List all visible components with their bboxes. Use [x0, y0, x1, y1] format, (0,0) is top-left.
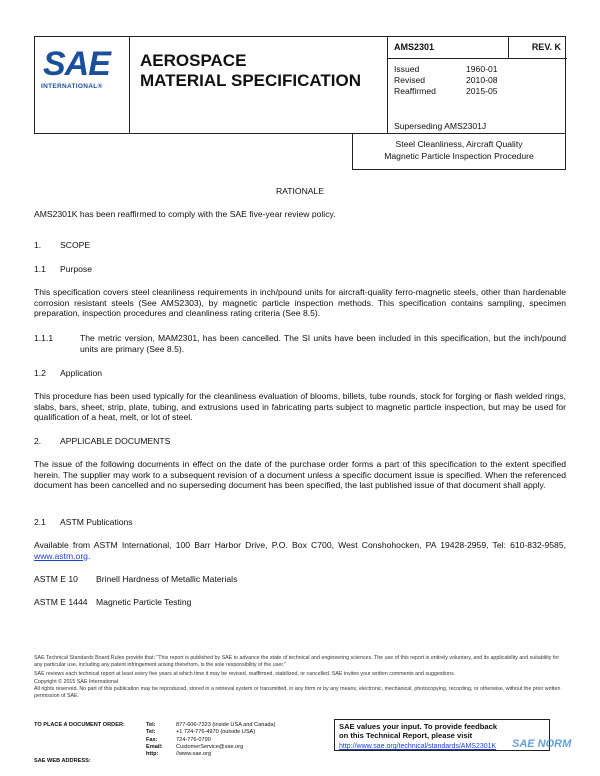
reference-item: ASTM E 10 Brinell Hardness of Metallic Materials: [34, 574, 238, 584]
date-list: [388, 59, 567, 98]
feedback-link[interactable]: http://www.sae.org/technical/standards/AMS2301K: [339, 742, 497, 750]
section-1-2-text: This procedure has been used typically for the cleanliness evaluation of blooms, billets, tube rounds, stock for forging or flash welded rings, slabs, bars, sheet, strip, plate, tubing, and extrusions used in fabricating parts subject to magnetic particle inspection, but may be used for qualification of a heat, melt, or lot of steel.: [34, 391, 566, 423]
astm-link[interactable]: www.astm.org: [34, 550, 88, 561]
rationale-heading: RATIONALE: [275, 186, 325, 196]
section-1-1-heading: 1.1 Purpose: [34, 264, 93, 274]
logo-subtext: INTERNATIONAL®: [41, 83, 103, 90]
section-1-1-1: 1.1.1 The metric version, MAM2301, has been cancelled. The SI units have been included in this specification, but the inch/pound units are primary (See 8.5).: [34, 333, 566, 354]
title-line-1: AEROSPACE: [140, 51, 247, 70]
doc-number: AMS2301: [388, 37, 509, 58]
section-2-text: The issue of the following documents in effect on the date of the purchase order forms a part of this specification to the extent specified herein. The supplier may work to a subsequent revision of a document unless a specific document issue is specified. When the referenced document has been cancelled and no superseding document has been specified, the last published issue of that document shall apply.: [34, 459, 566, 491]
spec-subtitle: Steel Cleanliness, Aircraft Quality Magnetic Particle Inspection Procedure: [352, 134, 566, 170]
title-line-2: MATERIAL SPECIFICATION: [140, 71, 361, 91]
section-2-heading: 2. APPLICABLE DOCUMENTS: [34, 436, 171, 446]
web-address: SAE WEB ADDRESS:: [34, 758, 91, 764]
date-row-reaffirmed: Reaffirmed 2015-05: [394, 86, 498, 97]
section-2-1-heading: 2.1 ASTM Publications: [34, 517, 133, 527]
section-2-1-text: Available from ASTM International, 100 Barr Harbor Drive, P.O. Box C700, West Conshohocken, PA 19428-2959, Tel: 610-832-9585, www.astm.org.: [34, 540, 566, 561]
feedback-box: SAE values your input. To provide feedback on this Technical Report, please visit http://www.sae.org/technical/standards/AMS2301K: [334, 719, 550, 751]
reference-item: ASTM E 1444 Magnetic Particle Testing: [34, 597, 192, 607]
logo-text: SAE: [43, 45, 110, 83]
section-1-1-text: This specification covers steel cleanliness requirements in inch/pound units for aircraft-quality ferro-magnetic steels, other than hardenable corrosion resistant steels (See AMS2303), by magnetic particle inspection methods. This specification contains sampling, specimen preparation, inspection procedures and cleanliness rating criteria (See 8.5).: [34, 287, 566, 319]
document-header: [34, 36, 566, 134]
spec-title: [140, 51, 361, 91]
sae-logo: [35, 37, 130, 134]
order-contact: TO PLACE A DOCUMENT ORDER: Tel: 877-606-7323 (inside USA and Canada) Tel: +1 724-776-4970 (outside USA) Fax: 724-776-0790 Email: CustomerService@sae.org http: //www.sae.org: [34, 722, 276, 758]
doc-info-panel: [387, 37, 567, 134]
section-1-heading: 1. SCOPE: [34, 240, 91, 250]
legal-footer: SAE Technical Standards Board Rules provide that: "This report is published by SAE to advance the state of technical and engineering sciences. The use of this report is entirely voluntary, and its applicability and suitability for any particular use, including any patent infringement arising therefrom, is the sole responsibility of the user." SAE reviews each technical report at least every five years at which time it may be revised, reaffirmed, stabilized, or cancelled. SAE invites your written comments and suggestions. Copyright © 2015 SAE International All rights reserved. No part of this publication may be reproduced, stored in a retrieval system or transmitted, in any form or by any means, electronic, mechanical, photocopying, recording, or otherwise, without the prior written permission of SAE.: [34, 655, 561, 699]
watermark-logo: SAE NORM: [512, 738, 572, 750]
superseding-note: Superseding AMS2301J: [394, 121, 487, 131]
date-row-issued: Issued 1960-01: [394, 64, 498, 74]
rationale-text: AMS2301K has been reaffirmed to comply with the SAE five-year review policy.: [34, 209, 336, 219]
section-1-2-heading: 1.2 Application: [34, 368, 103, 378]
doc-revision: REV. K: [531, 42, 561, 52]
date-row-revised: Revised 2010-08: [394, 75, 498, 86]
